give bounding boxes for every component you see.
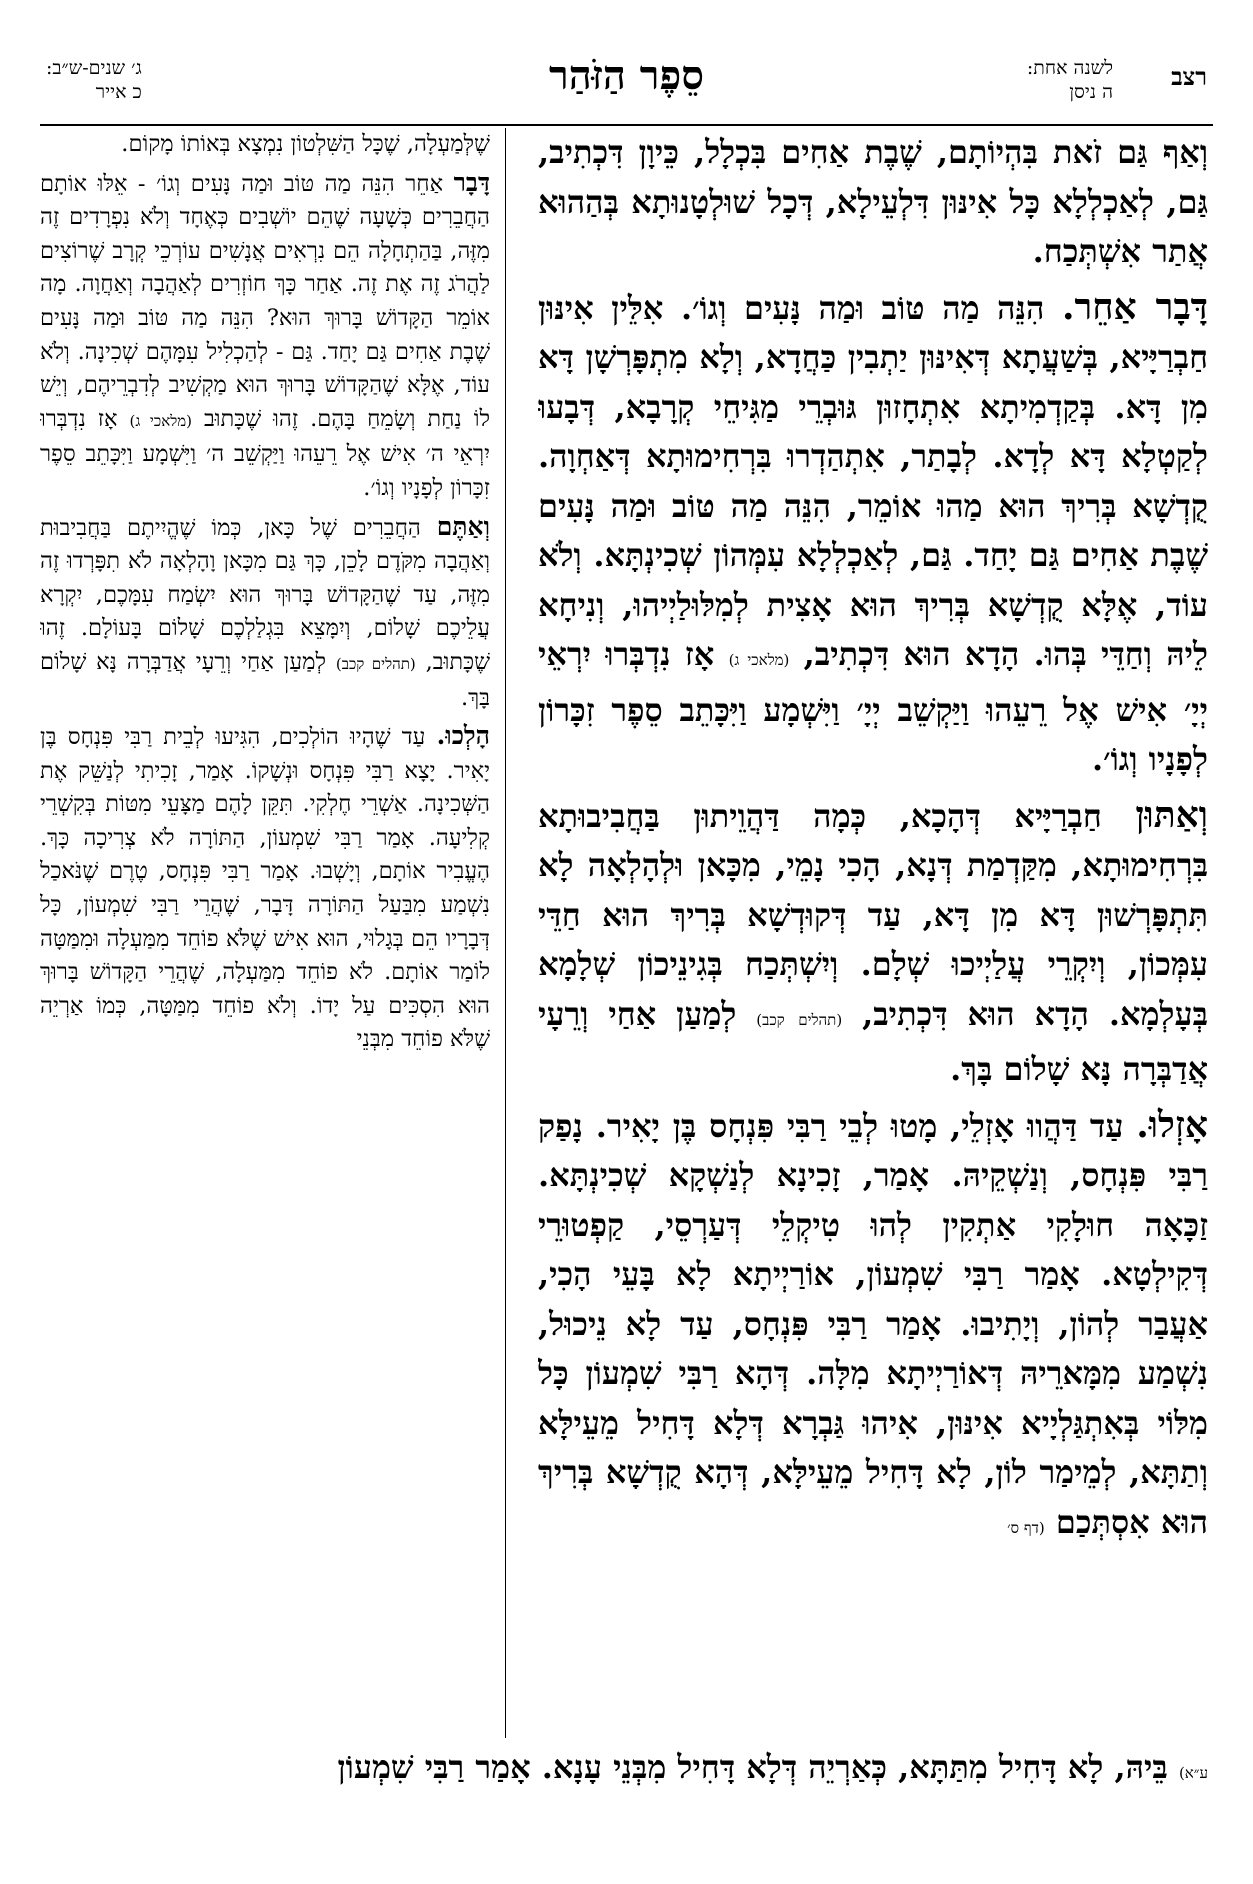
schedule-label: לשנה אחת: [1026,57,1113,79]
continuation-line [40,1742,1208,1802]
main-paragraph [538,791,1208,1095]
paragraph-lead-word: וְאַתֶּם [436,511,490,541]
side-paragraph [40,719,490,1057]
paragraph-text: שֶׁלְּמַעְלָה, שֶׁכָּל הַשִּׁלְטוֹן נִמְצָא בְּאוֹתוֹ מָקוֹם. [121,131,490,157]
verse-reference: (מלאכי ג) [129,411,192,430]
paragraph-text: אָז נִדְבְּרוּ יִרְאֵי ה׳ אִישׁ אֶל רֵעֵהוּ וַיַּקְשֵׁב ה׳ וַיִּשְׁמָע וַיִּכָּתֵב סֵפֶר זִכָּרוֹן לְפָנָיו וְגוֹ׳. [40,405,490,501]
paragraph-text: וְאַף גַּם זֹאת בִּהְיוֹתָם, שֶׁבֶת אַחִים בִּכְלָל, כֵּיוָן דִּכְתִיב, גַּם, לְאַכְלְלָא כָּל אִינּוּן דִּלְעֵילָא, דְּכָל שׁוּלְטָנוּתָא בְּהַהוּא אֲתַר אִשְׁתְּכַח. [538,133,1208,270]
paragraph-text: חַבְרַיָּיא דְּהָכָא, כְּמָה דַּהֲוֵיתוּן בַּחֲבִיבוּתָא בִּרְחִימוּתָא, מִקַּדְמַת דְּנָא, הָכִי נָמֵי, מִכָּאן וּלְהָלְאָה לָא תִּתְפָּרְשׁוּן דָּא מִן דָּא, עַד דְּקוּדְשָׁא בְּרִיךְ הוּא חַדֵּי עִמְּכוֹן, וְיִקְרֵי עֲלַיְיכוּ שְׁלָם. וְיִשְׁתְּכַח בְּגִינֵיכוֹן שְׁלָמָא בְּעָלְמָא. הָדָא הוּא דִּכְתִיב, [538,796,1208,1033]
book-title: סֵפֶר הַזֹּהַר [549,52,704,99]
paragraph-lead-word: דָּבָר [453,167,490,197]
continuation-text: בֵּיהּ, לָא דָּחִיל מִתַּתָּא, כְּאַרְיֵה דְּלָא דָּחִיל מִבְּנֵי עָנָא. אָמַר רַבִּי שִׁמְעוֹן [337,1748,1168,1786]
paragraph-text: עַד שֶׁהָיוּ הוֹלְכִים, הִגִּיעוּ לְבֵית רַבִּי פִּנְחָס בֶּן יָאִיר. יָצָא רַבִּי פִּנְחָס וּנְשָׁקוֹ. אָמַר, זָכִיתִי לְנַשֵּׁק אֶת הַשְּׁכִינָה. אַשְׁרֵי חֶלְקִי. תִּקֵּן לָהֶם מַצָּעֵי מִטּוֹת בְּקִשְׁרֵי קְלִיעָה. אָמַר רַבִּי שִׁמְעוֹן, הַתּוֹרָה לֹא צְרִיכָה כָּךְ. הֶעֱבִיר אוֹתָם, וְיָשְׁבוּ. אָמַר רַבִּי פִּנְחָס, טֶרֶם שֶׁנֹּאכַל נִשְׁמַע מִבַּעַל הַתּוֹרָה דָּבָר, שֶׁהֲרֵי רַבִּי שִׁמְעוֹן, כָּל דְּבָרָיו הֵם בְּגָלוּי, הוּא אִישׁ שֶׁלֹּא פוֹחֵד מִמַּעְלָה וּמִמַּטָּה לוֹמַר אוֹתָם. לֹא פוֹחֵד מִמַּעְלָה, שֶׁהֲרֵי הַקָּדוֹשׁ בָּרוּךְ הוּא הִסְכִּים עַל יָדוֹ. וְלֹא פוֹחֵד מִמַּטָּה, כְּמוֹ אַרְיֵה שֶׁלֹּא פוֹחֵד מִבְּנֵי [40,724,490,1053]
aramaic-text-column [538,128,1208,1738]
folio-reference: (דף ס׳ [1007,1518,1045,1537]
paragraph-lead-word: אָזְלוּ. [1136,1103,1208,1146]
page-number: רצב [1171,62,1207,91]
paragraph-lead-word: וְאַתּוּן [1135,793,1208,836]
paragraph-text: אַחֵר הִנֵּה מַה טּוֹב וּמַה נָּעִים וְגוֹ׳ - אֵלּוּ אוֹתָם הַחֲבֵרִים כְּשָׁעָה שֶׁהֵם יוֹשְׁבִים כְּאֶחָד וְלֹא נִפְרָדִים זֶה מִזֶּה, בַּהַתְחָלָה הֵם נִרְאִים אֲנָשִׁים עוֹרְכֵי קְרָב שֶׁרוֹצִים לַהֲרֹג זֶה אֶת זֶה. אַחַר כָּךְ חוֹזְרִים לְאַהֲבָה וְאַחֲוָה. מָה אוֹמֵר הַקָּדוֹשׁ בָּרוּךְ הוּא? הִנֵּה מַה טּוֹב וּמַה נָּעִים שֶׁבֶת אַחִים גַּם יָחַד. גַּם - לְהַכְלִיל עִמָּהֶם שְׁכִינָה. וְלֹא עוֹד, אֶלָּא שֶׁהַקָּדוֹשׁ בָּרוּךְ הוּא מַקְשִׁיב לְדִבְרֵיהֶם, וְיֵשׁ לוֹ נַחַת וְשָׂמֵחַ בָּהֶם. זֶהוּ שֶׁכָּתוּב [40,170,490,432]
paragraph-text: הִנֵּה מַה טּוֹב וּמַה נָּעִים וְגוֹ׳. אִלֵּין אִינּוּן חַבְרַיָּיא, בְּשַׁעֲתָא דְּאִינּוּן יַתְבִין כַּחֲדָא, וְלָא מִתְפָּרְשָׁן דָּא מִן דָּא. בְּקַדְמִיתָא אִתְחָזוּן גּוּבְרֵי מַגִּיחֵי קְרָבָא, דְּבָעוּ לְקַטְלָא דָּא לְדָא. לְבָתַר, אִתְהַדְרוּ בִּרְחִימוּתָא דְּאַחְוָה. קֻדְשָׁא בְּרִיךְ הוּא מַהוּ אוֹמֵר, הִנֵּה מַה טּוֹב וּמַה נָּעִים שֶׁבֶת אַחִים גַּם יָחַד. גַּם, לְאַכְלְלָא עִמְּהוֹן שְׁכִינְתָּא. וְלֹא עוֹד, אֶלָּא קֻדְשָׁא בְּרִיךְ הוּא אָצִית לְמִלּוּלַיְיהוּ, וְנִיחָא לֵיהּ וְחַדֵּי בְּהוּ. הָדָא הוּא דִּכְתִיב, [538,288,1208,673]
paragraph-text: עַד דַּהֲווּ אָזְלֵי, מָטוּ לְבֵי רַבִּי פִּנְחָס בֶּן יָאִיר. נָפַק רַבִּי פִּנְחָס, וְנַשְׁקֵיהּ. אָמַר, זָכִינָא לְנַשְׁקָא שְׁכִינְתָּא. זַכָּאָה חוּלָקִי אַתְקִין לְהוּ טִיקְלֵי דְּעַרְסֵי, קַפְטוּרֵי דְּקִילְטָא. אָמַר רַבִּי שִׁמְעוֹן, אוֹרַיְיתָא לָא בָּעֵי הָכִי, אַעֲבַר לְהוֹן, וְיָתִיבוּ. אָמַר רַבִּי פִּנְחָס, עַד לָא נֵיכוּל, נִשְׁמַע מִמָּארֵיהּ דְּאוֹרַיְיתָא מִלָּה. דְּהָא רַבִּי שִׁמְעוֹן כָּל מִלּוֹי בְּאִתְגַּלְיָיא אִינּוּן, אִיהוּ גַּבְרָא דְּלָא דָּחִיל מֵעֵילָּא וְתַתָּא, לְמֵימַר לוֹן, לָא דָּחִיל מֵעֵילָּא, דְּהָא קֻדְשָׁא בְּרִיךְ הוּא אִסְתְּכַם [538,1106,1208,1541]
paragraph-text: הַחֲבֵרִים שֶׁל כָּאן, כְּמוֹ שֶׁהֱיִיתֶם בַּחֲבִיבוּת וְאַהֲבָה מִקֹּדֶם לָכֵן, כָּךְ גַּם מִכָּאן וָהָלְאָה לֹא תִפָּרְדוּ זֶה מִזֶּה, עַד שֶׁהַקָּדוֹשׁ בָּרוּךְ הוּא יִשְׂמַח עִמָּכֶם, יִקְרָא עֲלֵיכֶם שָׁלוֹם, וְיִמָּצֵא בִּגְלַלְכֶם שָׁלוֹם בָּעוֹלָם. זֶהוּ שֶׁכָּתוּב, [40,514,490,675]
schedule-date: ה ניסן [1069,81,1113,103]
column-divider [505,128,506,1738]
verse-reference: (מלאכי ג) [728,651,790,669]
paragraph-lead-word: הָלְכוּ. [436,721,490,751]
page-header [40,50,1213,122]
verse-reference: (תהלים קכב) [335,654,416,673]
paragraph-text: אָז נִדְבְּרוּ יִרְאֵי יְיָ׳ אִישׁ אֶל רֵעֵהוּ וַיַּקְשֵׁב יְיָ׳ וַיִּשְׁמָע וַיִּכָּתֵב סֵפֶר זִכָּרוֹן לְפָנָיו וְגוֹ׳. [538,635,1208,778]
side-paragraph [40,166,490,506]
study-schedule-three-years [46,56,142,104]
side-paragraph [40,510,490,716]
side-paragraph [40,128,490,162]
hebrew-translation-column [40,128,490,1738]
main-paragraph [538,128,1208,277]
header-divider [40,124,1213,126]
schedule-label: ג׳ שנים-ש״ב: [46,57,142,79]
main-paragraph [538,1101,1208,1554]
paragraph-text: לְמַעַן אַחַי וְרֵעָי אֲדַבְּרָה נָּא שָׁלוֹם בָּךְ. [538,994,1208,1088]
main-paragraph [538,283,1208,785]
schedule-date: כ אייר [95,81,142,103]
verse-reference: (תהלים קכב) [756,1010,843,1029]
paragraph-lead-word: דָּבָר אַחֵר. [1062,285,1208,328]
folio-reference: ע״א) [1178,1764,1208,1782]
paragraph-text: לְמַעַן אַחַי וְרֵעָי אֲדַבְּרָה נָּא שָׁלוֹם בָּךְ. [40,648,490,711]
